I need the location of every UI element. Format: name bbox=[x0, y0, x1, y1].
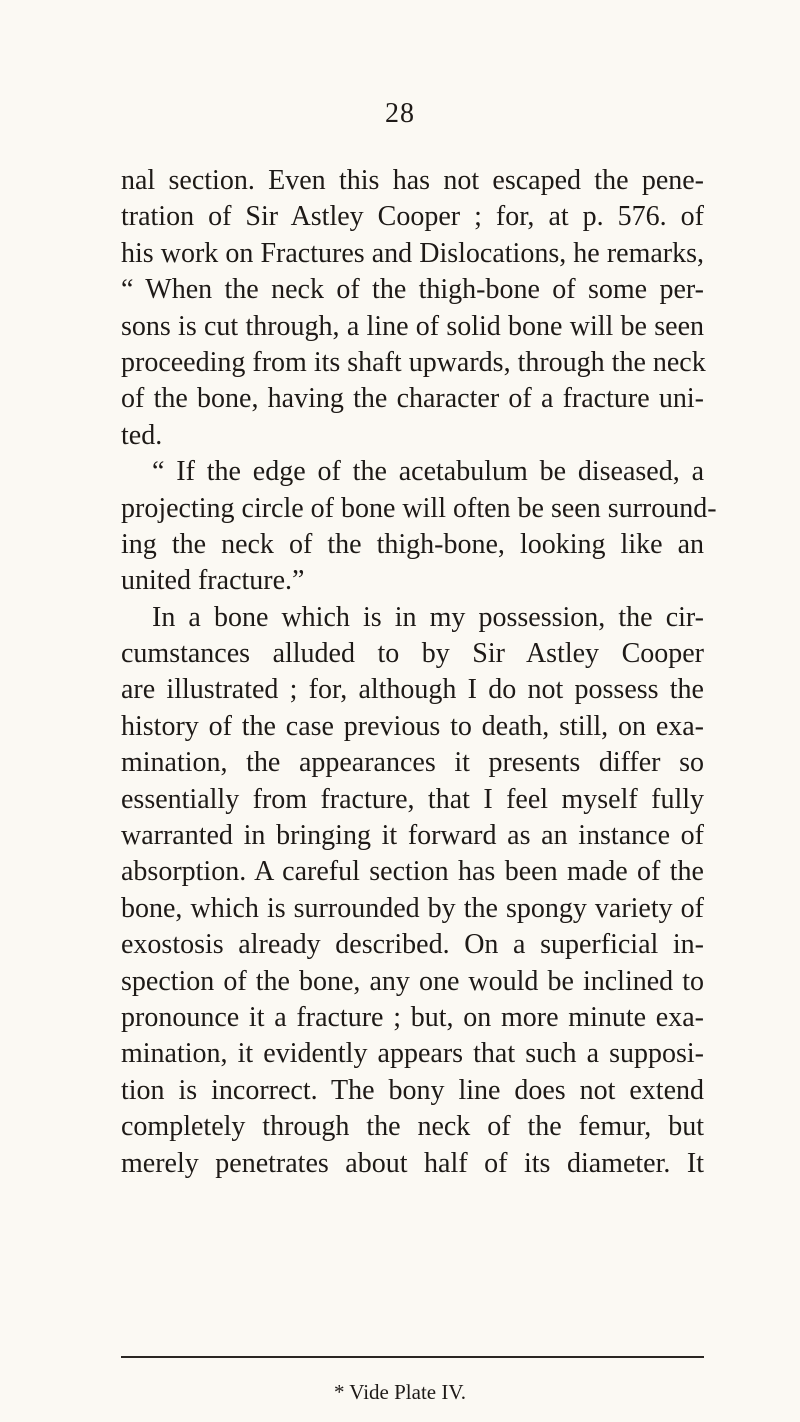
text-line: completely through the neck of the femur, but bbox=[121, 1111, 704, 1143]
text-line: bone, which is surrounded by the spongy variety of bbox=[121, 892, 704, 924]
footnote-divider bbox=[121, 1356, 704, 1358]
text-line: tration of Sir Astley Cooper ; for, at p. 576. of bbox=[121, 201, 704, 233]
body-text bbox=[121, 163, 717, 1182]
text-line: ted. bbox=[121, 419, 163, 451]
text-line: united fracture.” bbox=[121, 565, 305, 597]
text-line: ing the neck of the thigh-bone, looking like an bbox=[121, 528, 704, 560]
text-line: his work on Fractures and Dislocations, he remarks, bbox=[121, 237, 704, 269]
text-line: exostosis already described. On a superficial in- bbox=[121, 929, 704, 961]
text-line: In a bone which is in my possession, the cir- bbox=[152, 601, 704, 633]
text-line: mination, the appearances it presents differ so bbox=[121, 747, 704, 779]
text-line: tion is incorrect. The bony line does not extend bbox=[121, 1074, 704, 1106]
text-line: of the bone, having the character of a fracture uni- bbox=[121, 383, 704, 415]
text-line: warranted in bringing it forward as an instance of bbox=[121, 820, 704, 852]
text-line: proceeding from its shaft upwards, through the neck bbox=[121, 346, 706, 378]
text-line: essentially from fracture, that I feel myself fully bbox=[121, 783, 704, 815]
page-number: 28 bbox=[385, 98, 415, 129]
text-line: cumstances alluded to by Sir Astley Cooper bbox=[121, 638, 704, 670]
text-line: are illustrated ; for, although I do not possess the bbox=[121, 674, 704, 706]
text-line: absorption. A careful section has been made of the bbox=[121, 856, 704, 888]
text-line: spection of the bone, any one would be inclined to bbox=[121, 965, 704, 997]
text-line: “ If the edge of the acetabulum be diseased, a bbox=[152, 456, 704, 488]
text-line: nal section. Even this has not escaped the pene- bbox=[121, 165, 704, 196]
footnote: * Vide Plate IV. bbox=[333, 1380, 467, 1404]
text-line: sons is cut through, a line of solid bone will be seen bbox=[121, 310, 704, 342]
text-line: “ When the neck of the thigh-bone of some per- bbox=[121, 274, 704, 306]
text-line: pronounce it a fracture ; but, on more minute exa- bbox=[121, 1001, 704, 1033]
text-line: history of the case previous to death, still, on exa- bbox=[121, 710, 704, 742]
text-line: projecting circle of bone will often be seen surround- bbox=[121, 492, 717, 524]
text-line: mination, it evidently appears that such a supposi- bbox=[121, 1038, 704, 1070]
text-line: merely penetrates about half of its diameter. It bbox=[121, 1147, 704, 1179]
